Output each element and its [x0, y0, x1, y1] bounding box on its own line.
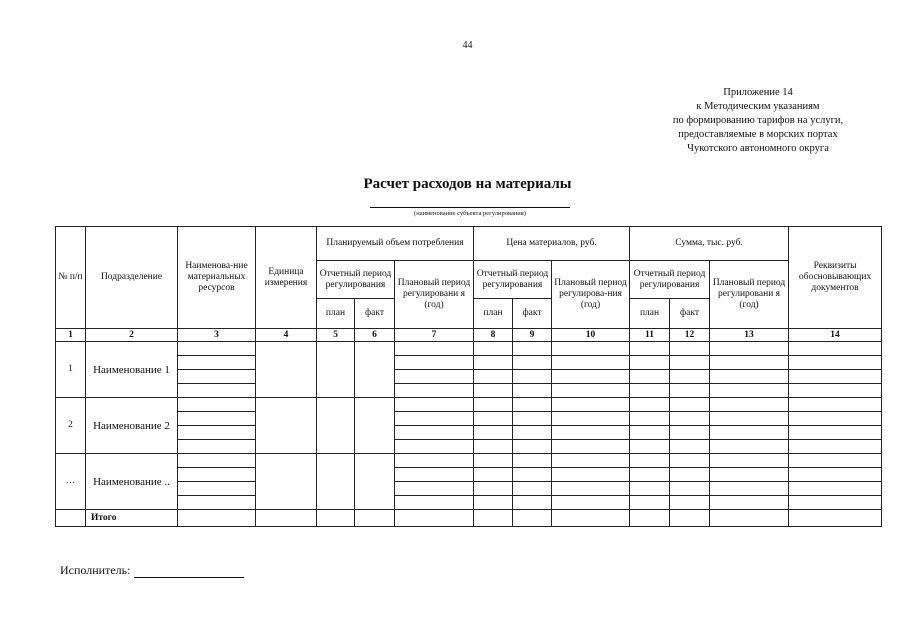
data-cell	[710, 412, 789, 426]
materials-table	[55, 226, 882, 527]
column-number: 6	[355, 329, 395, 342]
unit-cell	[256, 342, 317, 398]
executor-field	[60, 563, 244, 578]
data-cell	[178, 342, 256, 356]
data-cell	[670, 356, 710, 370]
data-cell	[630, 468, 670, 482]
data-cell	[474, 412, 513, 426]
table-row	[56, 426, 882, 440]
header-sum-fact: факт	[670, 299, 710, 329]
data-cell	[395, 468, 474, 482]
data-cell	[552, 356, 630, 370]
header-price-plan: план	[474, 299, 513, 329]
data-cell	[552, 440, 630, 454]
volume-plan-cell	[317, 454, 355, 510]
page-number: 44	[462, 40, 473, 51]
data-cell	[552, 412, 630, 426]
data-cell	[710, 356, 789, 370]
data-cell	[630, 412, 670, 426]
data-cell	[474, 496, 513, 510]
appendix-line: предоставляемые в морских портах	[678, 129, 838, 140]
executor-label: Исполнитель:	[60, 563, 131, 577]
data-cell	[630, 426, 670, 440]
total-cell	[630, 510, 670, 527]
table-body	[56, 342, 882, 510]
data-cell	[474, 342, 513, 356]
data-cell	[474, 398, 513, 412]
data-cell	[789, 454, 882, 468]
subject-blank-line	[370, 207, 570, 208]
data-cell	[474, 356, 513, 370]
header-volume-fact: факт	[355, 299, 395, 329]
header-division: Подразделение	[86, 227, 178, 329]
data-cell	[474, 426, 513, 440]
data-cell	[670, 468, 710, 482]
data-cell	[630, 384, 670, 398]
group-name: Наименование 2	[86, 398, 178, 454]
data-cell	[789, 398, 882, 412]
executor-blank-line	[134, 566, 244, 578]
data-cell	[630, 356, 670, 370]
total-cell	[56, 510, 86, 527]
data-cell	[178, 398, 256, 412]
header-docs: Реквизиты обосновывающих документов	[789, 227, 882, 329]
data-cell	[789, 468, 882, 482]
data-cell	[395, 342, 474, 356]
data-cell	[513, 412, 552, 426]
data-cell	[178, 440, 256, 454]
data-cell	[395, 426, 474, 440]
data-cell	[513, 468, 552, 482]
column-number: 10	[552, 329, 630, 342]
data-cell	[513, 398, 552, 412]
header-sum-reporting: Отчетный период регулирования	[630, 261, 710, 299]
document-title: Расчет расходов на материалы	[363, 176, 572, 192]
data-cell	[670, 426, 710, 440]
data-cell	[710, 426, 789, 440]
data-cell	[710, 440, 789, 454]
data-cell	[395, 356, 474, 370]
data-cell	[630, 440, 670, 454]
data-cell	[670, 384, 710, 398]
volume-plan-cell	[317, 398, 355, 454]
appendix-line: Приложение 14	[723, 87, 793, 98]
header-sum: Сумма, тыс. руб.	[630, 227, 789, 261]
total-cell	[789, 510, 882, 527]
data-cell	[789, 356, 882, 370]
header-unit: Единица измерения	[256, 227, 317, 329]
data-cell	[630, 496, 670, 510]
total-cell	[513, 510, 552, 527]
data-cell	[513, 454, 552, 468]
group-num: …	[56, 454, 86, 510]
data-cell	[513, 384, 552, 398]
column-number: 7	[395, 329, 474, 342]
header-sum-plan-period: Плановый период регулировани я (год)	[710, 261, 789, 329]
total-label: Итого	[86, 510, 178, 527]
data-cell	[630, 482, 670, 496]
data-cell	[513, 440, 552, 454]
data-cell	[789, 384, 882, 398]
data-cell	[552, 398, 630, 412]
data-cell	[670, 496, 710, 510]
table-row	[56, 398, 882, 412]
data-cell	[710, 454, 789, 468]
subject-caption: (наименование субъекта регулирования)	[414, 210, 526, 217]
data-cell	[552, 454, 630, 468]
table-row	[56, 370, 882, 384]
table-row	[56, 482, 882, 496]
column-number: 5	[317, 329, 355, 342]
column-number: 9	[513, 329, 552, 342]
data-cell	[395, 384, 474, 398]
data-cell	[552, 468, 630, 482]
data-cell	[710, 468, 789, 482]
data-cell	[710, 370, 789, 384]
appendix-line: Чукотского автономного округа	[687, 143, 829, 154]
data-cell	[670, 482, 710, 496]
data-cell	[670, 342, 710, 356]
data-cell	[552, 482, 630, 496]
column-number: 4	[256, 329, 317, 342]
data-cell	[670, 412, 710, 426]
data-cell	[789, 426, 882, 440]
data-cell	[789, 370, 882, 384]
header-resource-name: Наименова-ние материальных ресурсов	[178, 227, 256, 329]
total-cell	[552, 510, 630, 527]
data-cell	[474, 468, 513, 482]
total-cell	[317, 510, 355, 527]
header-sum-plan: план	[630, 299, 670, 329]
column-number: 1	[56, 329, 86, 342]
group-num: 1	[56, 342, 86, 398]
header-price: Цена материалов, руб.	[474, 227, 630, 261]
data-cell	[670, 454, 710, 468]
column-number: 8	[474, 329, 513, 342]
group-num: 2	[56, 398, 86, 454]
data-cell	[789, 412, 882, 426]
data-cell	[395, 482, 474, 496]
data-cell	[670, 398, 710, 412]
data-cell	[474, 370, 513, 384]
data-cell	[710, 398, 789, 412]
appendix-note	[660, 86, 856, 156]
data-cell	[474, 440, 513, 454]
data-cell	[630, 454, 670, 468]
data-cell	[178, 384, 256, 398]
data-cell	[178, 426, 256, 440]
data-cell	[178, 468, 256, 482]
total-cell	[178, 510, 256, 527]
column-number: 11	[630, 329, 670, 342]
appendix-line: к Методическим указаниям	[696, 101, 820, 112]
data-cell	[395, 454, 474, 468]
total-cell	[256, 510, 317, 527]
data-cell	[670, 370, 710, 384]
data-cell	[552, 496, 630, 510]
data-cell	[513, 342, 552, 356]
group-name: Наименование 1	[86, 342, 178, 398]
data-cell	[710, 482, 789, 496]
header-price-fact: факт	[513, 299, 552, 329]
data-cell	[178, 454, 256, 468]
data-cell	[630, 370, 670, 384]
table-row	[56, 356, 882, 370]
table-row	[56, 440, 882, 454]
data-cell	[789, 440, 882, 454]
data-cell	[474, 482, 513, 496]
header-volume-plan-period: Плановый период регулировани я (год)	[395, 261, 474, 329]
table-row	[56, 454, 882, 468]
header-price-plan-period: Плановый период регулирова-ния (год)	[552, 261, 630, 329]
table-row	[56, 496, 882, 510]
header-volume-plan: план	[317, 299, 355, 329]
total-row	[56, 510, 882, 527]
table-row	[56, 384, 882, 398]
data-cell	[395, 398, 474, 412]
data-cell	[395, 440, 474, 454]
total-cell	[474, 510, 513, 527]
unit-cell	[256, 398, 317, 454]
data-cell	[178, 496, 256, 510]
data-cell	[474, 384, 513, 398]
data-cell	[552, 370, 630, 384]
volume-plan-cell	[317, 342, 355, 398]
column-number: 2	[86, 329, 178, 342]
column-number-row	[56, 329, 882, 342]
data-cell	[474, 454, 513, 468]
data-cell	[630, 342, 670, 356]
data-cell	[710, 384, 789, 398]
total-cell	[670, 510, 710, 527]
column-number: 12	[670, 329, 710, 342]
data-cell	[710, 496, 789, 510]
volume-fact-cell	[355, 454, 395, 510]
data-cell	[178, 482, 256, 496]
data-cell	[670, 440, 710, 454]
group-name: Наименование ..	[86, 454, 178, 510]
data-cell	[513, 370, 552, 384]
data-cell	[178, 356, 256, 370]
data-cell	[552, 384, 630, 398]
table-row	[56, 468, 882, 482]
data-cell	[395, 412, 474, 426]
data-cell	[513, 356, 552, 370]
total-cell	[395, 510, 474, 527]
header-volume: Планируемый объем потребления	[317, 227, 474, 261]
data-cell	[513, 496, 552, 510]
data-cell	[710, 342, 789, 356]
unit-cell	[256, 454, 317, 510]
data-cell	[789, 496, 882, 510]
volume-fact-cell	[355, 398, 395, 454]
data-cell	[789, 342, 882, 356]
data-cell	[178, 370, 256, 384]
data-cell	[513, 482, 552, 496]
total-cell	[355, 510, 395, 527]
table-row	[56, 342, 882, 356]
header-price-reporting: Отчетный период регулирования	[474, 261, 552, 299]
appendix-line: по формированию тарифов на услуги,	[672, 115, 844, 126]
column-number: 13	[710, 329, 789, 342]
data-cell	[789, 482, 882, 496]
data-cell	[513, 426, 552, 440]
volume-fact-cell	[355, 342, 395, 398]
data-cell	[395, 370, 474, 384]
column-number: 14	[789, 329, 882, 342]
data-cell	[630, 398, 670, 412]
header-volume-reporting: Отчетный период регулирования	[317, 261, 395, 299]
data-cell	[552, 426, 630, 440]
data-cell	[552, 342, 630, 356]
data-cell	[178, 412, 256, 426]
column-number: 3	[178, 329, 256, 342]
header-num: № п/п	[56, 227, 86, 329]
table-row	[56, 412, 882, 426]
total-cell	[710, 510, 789, 527]
data-cell	[395, 496, 474, 510]
